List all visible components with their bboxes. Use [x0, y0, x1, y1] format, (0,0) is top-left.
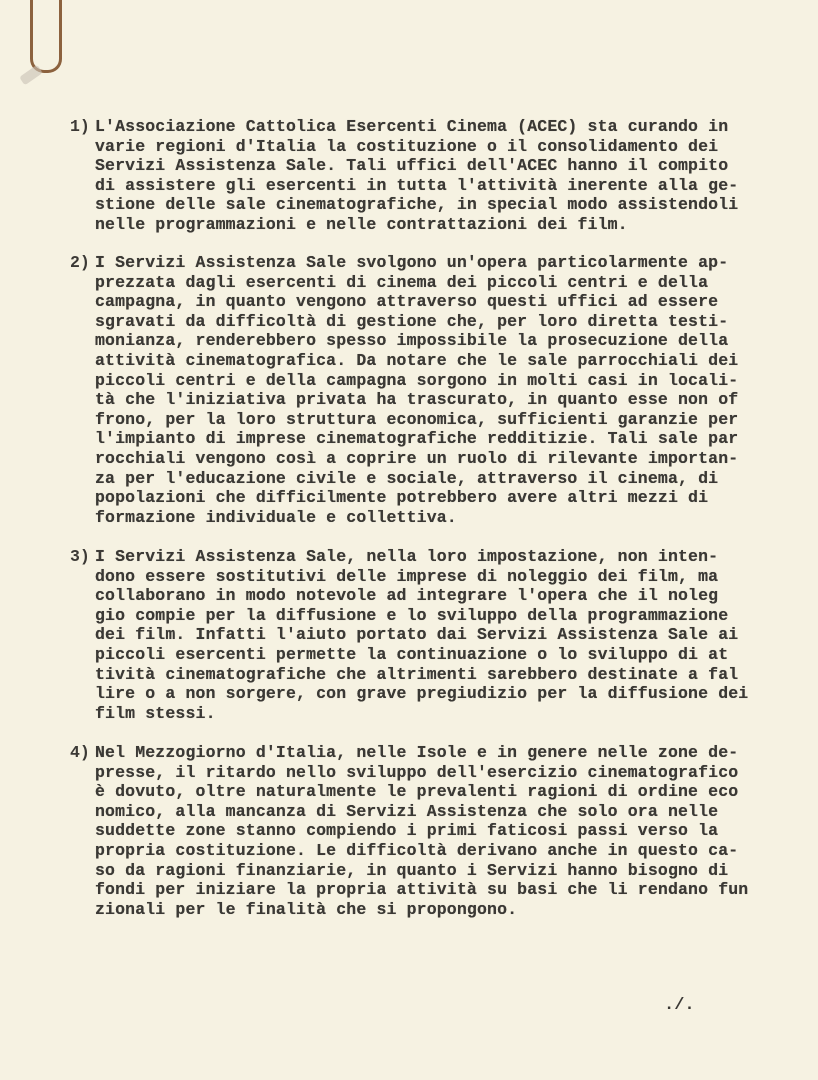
text-line: nelle programmazioni e nelle contrattazioni dei film. [95, 214, 628, 234]
text-line: attività cinematografica. Da notare che le sale parrocchiali dei [95, 350, 739, 370]
paragraph-number: 3) [70, 547, 90, 566]
text-line: varie regioni d'Italia la costituzione o il consolidamento dei [95, 136, 719, 156]
text-line: piccoli centri e della campagna sorgono in molti casi in locali- [95, 370, 739, 390]
text-line: l'impianto di imprese cinematografiche redditizie. Tali sale par [95, 429, 739, 449]
text-line: è dovuto, oltre naturalmente le prevalenti ragioni di ordine eco [95, 782, 739, 802]
text-line: tività cinematografiche che altrimenti sarebbero destinate a fal [95, 664, 739, 684]
paragraph-number: 1) [70, 117, 90, 136]
text-line: campagna, in quanto vengono attraverso questi uffici ad essere [95, 292, 719, 312]
text-line: prezzata dagli esercenti di cinema dei piccoli centri e della [95, 272, 709, 292]
text-line: I Servizi Assistenza Sale svolgono un'opera particolarmente ap- [95, 253, 729, 272]
text-line: Servizi Assistenza Sale. Tali uffici dell'ACEC hanno il compito [95, 156, 729, 176]
text-line: presse, il ritardo nello sviluppo dell'esercizio cinematografico [95, 762, 739, 782]
text-line: rocchiali vengono così a coprire un ruolo di rilevante importan- [95, 448, 739, 468]
text-line: piccoli esercenti permette la continuazione o lo sviluppo di at [95, 644, 729, 664]
text-line: dono essere sostitutivi delle imprese di noleggio dei film, ma [95, 566, 719, 586]
paragraph-number: 2) [70, 253, 90, 272]
text-line: gio compie per la diffusione e lo sviluppo della programmazione [95, 605, 729, 625]
text-line: I Servizi Assistenza Sale, nella loro impostazione, non inten- [95, 547, 719, 566]
text-line: zionali per le finalità che si propongono. [95, 899, 518, 919]
text-line: stione delle sale cinematografiche, in special modo assistendoli [95, 195, 739, 215]
text-line: fondi per iniziare la propria attività su basi che li rendano fun [95, 880, 749, 900]
paper-stain [19, 65, 43, 86]
paragraph-text [95, 743, 748, 919]
paragraph-number: 4) [70, 743, 90, 762]
text-line: frono, per la loro struttura economica, sufficienti garanzie per [95, 409, 739, 429]
paragraph-text [95, 253, 738, 527]
text-line: suddette zone stanno compiendo i primi faticosi passi verso la [95, 821, 719, 841]
text-line: popolazioni che difficilmente potrebbero avere altri mezzi di [95, 488, 709, 508]
text-line: collaborano in modo notevole ad integrare l'opera che il noleg [95, 586, 719, 606]
text-line: L'Associazione Cattolica Esercenti Cinema (ACEC) sta curando in [95, 117, 729, 136]
paragraph-text [95, 117, 738, 235]
text-line: lire o a non sorgere, con grave pregiudizio per la diffusione dei [95, 684, 749, 704]
text-line: monianza, renderebbero spesso impossibile la prosecuzione della [95, 331, 729, 351]
text-line: tà che l'iniziativa privata ha trascurato, in quanto esse non of [95, 390, 739, 410]
text-line: di assistere gli esercenti in tutta l'attività inerente alla ge- [95, 175, 739, 195]
text-line: Nel Mezzogiorno d'Italia, nelle Isole e in genere nelle zone de- [95, 743, 739, 762]
text-line: film stessi. [95, 703, 216, 723]
text-line: so da ragioni finanziarie, in quanto i Servizi hanno bisogno di [95, 860, 729, 880]
text-line: propria costituzione. Le difficoltà derivano anche in questo ca- [95, 840, 739, 860]
text-line: dei film. Infatti l'aiuto portato dai Servizi Assistenza Sale ai [95, 625, 739, 645]
text-line: nomico, alla mancanza di Servizi Assistenza che solo ora nelle [95, 801, 719, 821]
text-line: sgravati da difficoltà di gestione che, per loro diretta testi- [95, 311, 729, 331]
paragraph-text [95, 547, 748, 723]
continuation-mark: ./. [664, 996, 695, 1015]
text-line: za per l'educazione civile e sociale, attraverso il cinema, di [95, 468, 719, 488]
paper-clip-mark [30, 0, 62, 73]
text-line: formazione individuale e collettiva. [95, 507, 457, 527]
